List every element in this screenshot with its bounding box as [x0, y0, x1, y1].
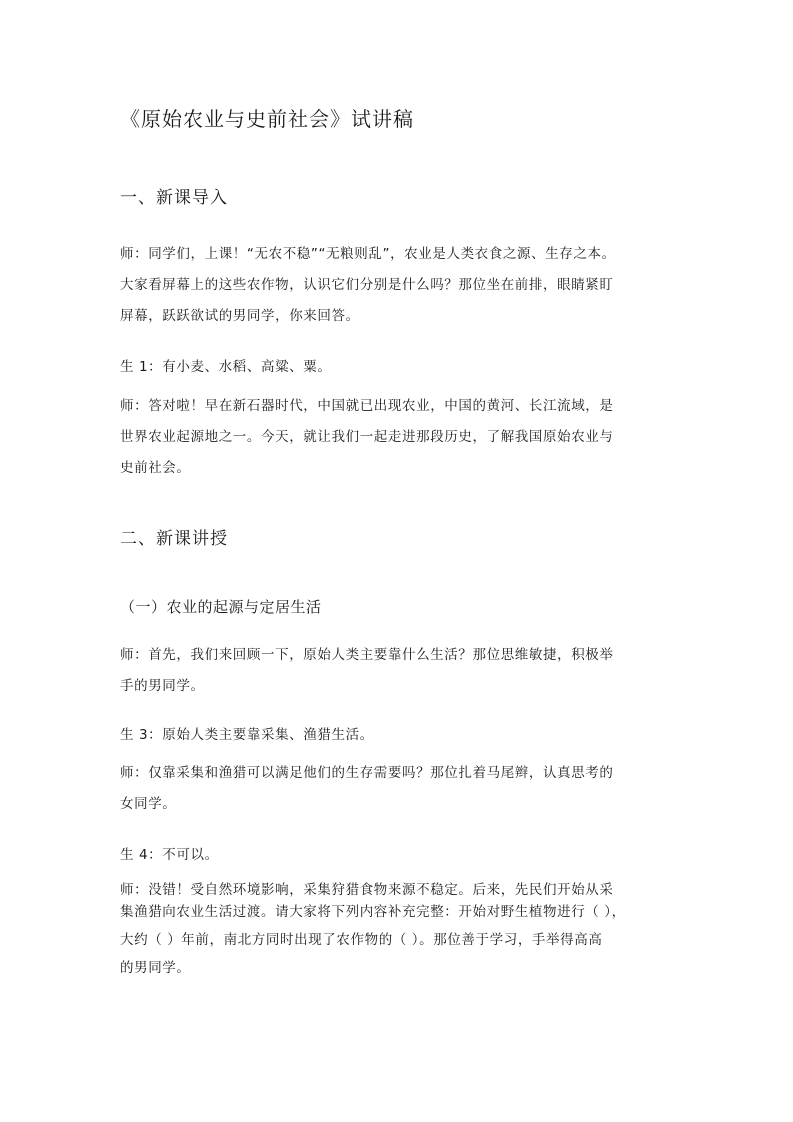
text-line: 师：首先，我们来回顾一下，原始人类主要靠什么生活？那位思维敏捷，积极举 [120, 647, 614, 663]
paragraph-teacher-fill-blank [120, 879, 675, 979]
text-line: 史前社会。 [120, 460, 191, 476]
text-line: 生 1：有小麦、水稻、高粱、粟。 [120, 359, 332, 375]
text-line: 大家看屏幕上的这些农作物，认识它们分别是什么吗？那位坐在前排，眼睛紧盯 [120, 277, 614, 293]
text-line: 生 3：原始人类主要靠采集、渔猎生活。 [120, 727, 374, 743]
paragraph-student4-answer [120, 840, 675, 871]
document-title: 《原始农业与史前社会》试讲稿 [120, 107, 414, 131]
text-line: 师：仅靠采集和渔猎可以满足他们的生存需要吗？那位扎着马尾辫，认真思考的 [120, 765, 614, 781]
text-line: 大约（ ）年前，南北方同时出现了农作物的（ ）。那位善于学习，手举得高高 [120, 932, 603, 948]
paragraph-teacher-question2 [120, 758, 675, 820]
text-line: 师：没错！受自然环境影响，采集狩猎食物来源不稳定。后来，先民们开始从采 [120, 882, 614, 898]
text-line: 女同学。 [120, 796, 177, 812]
paragraph-student1-answer [120, 352, 675, 383]
text-line: 的男同学。 [120, 960, 191, 976]
text-line: 集渔猎向农业生活过渡。请大家将下列内容补充完整：开始对野生植物进行（ ）， [120, 904, 626, 920]
section-heading-lecture: 二、新课讲授 [120, 529, 228, 549]
text-line: 生 4：不可以。 [120, 847, 219, 863]
paragraph-teacher-question1 [120, 640, 675, 702]
text-line: 屏幕，跃跃欲试的男同学，你来回答。 [120, 308, 360, 324]
paragraph-student3-answer [120, 720, 675, 751]
text-line: 师：同学们，上课！“无农不稳”“无粮则乱”，农业是人类衣食之源、生存之本。 [120, 246, 616, 262]
text-line: 师：答对啦！早在新石器时代，中国就已出现农业，中国的黄河、长江流域，是 [120, 398, 614, 414]
text-line: 手的男同学。 [120, 678, 205, 694]
paragraph-teacher-intro [120, 239, 675, 332]
paragraph-teacher-response [120, 391, 675, 484]
section-heading-intro: 一、新课导入 [120, 188, 228, 208]
subsection-heading-origin: （一）农业的起源与定居生活 [120, 598, 322, 616]
text-line: 世界农业起源地之一。今天，就让我们一起走进那段历史，了解我国原始农业与 [120, 429, 614, 445]
